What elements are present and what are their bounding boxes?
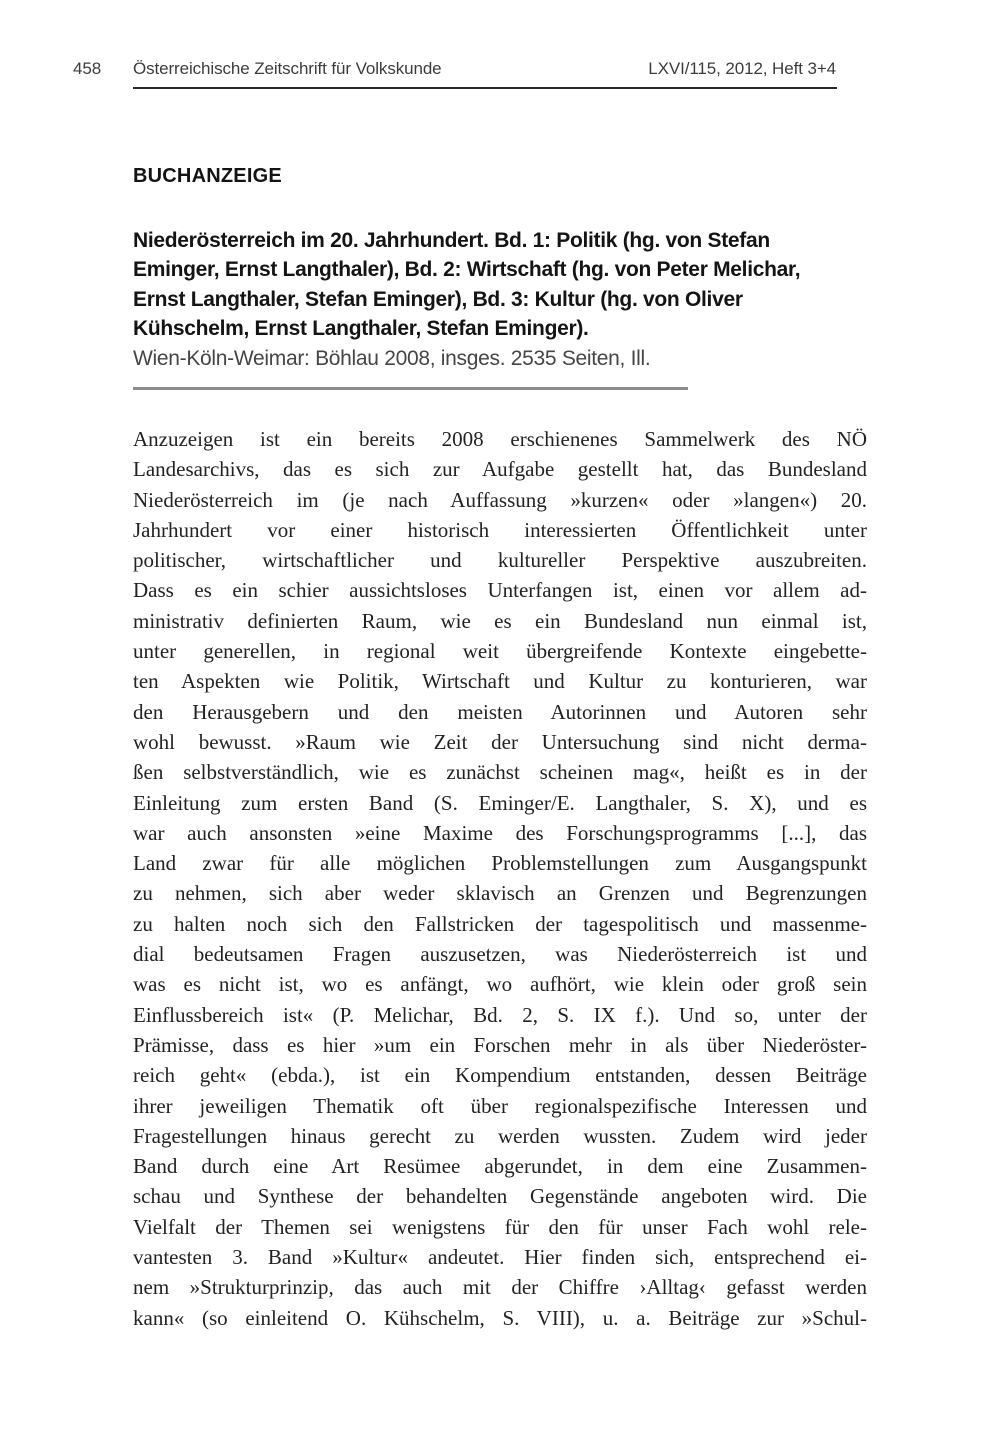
body-text-line: unter generellen, in regional weit übergreifende Kontexte eingebette-	[133, 639, 867, 664]
book-reference-line: Ernst Langthaler, Stefan Eminger), Bd. 3: Kultur (hg. von Oliver	[133, 287, 743, 311]
issue-info: LXVI/115, 2012, Heft 3+4	[648, 59, 836, 78]
header-rule	[133, 87, 837, 89]
book-reference-line: Eminger, Ernst Langthaler), Bd. 2: Wirtschaft (hg. von Peter Melichar,	[133, 258, 801, 282]
body-text-line: Landesarchivs, das es sich zur Aufgabe gestellt hat, das Bundesland	[133, 457, 867, 482]
body-text-line: vantesten 3. Band »Kultur« andeutet. Hier finden sich, entsprechend ei-	[133, 1245, 867, 1270]
body-text-line: zu halten noch sich den Fallstricken der tagespolitisch und massenme-	[133, 911, 867, 936]
body-text-line: ten Aspekten wie Politik, Wirtschaft und Kultur zu konturieren, war	[133, 669, 867, 694]
body-text-line: reich geht« (ebda.), ist ein Kompendium entstanden, dessen Beiträge	[133, 1063, 867, 1088]
body-text-line: Land zwar für alle möglichen Problemstellungen zum Ausgangspunkt	[133, 851, 867, 876]
page-number: 458	[73, 59, 102, 78]
body-text-line: wohl bewusst. »Raum wie Zeit der Untersuchung sind nicht derma-	[133, 729, 867, 754]
body-text-line: Dass es ein schier aussichtsloses Unterfangen ist, einen vor allem ad-	[133, 578, 867, 603]
body-text-line: Vielfalt der Themen sei wenigstens für den für unser Fach wohl rele-	[133, 1214, 867, 1239]
book-reference	[133, 226, 923, 344]
body-text-line: zu nehmen, sich aber weder sklavisch an Grenzen und Begrenzungen	[133, 881, 867, 906]
divider-rule	[133, 387, 688, 390]
body-text-line: Einleitung zum ersten Band (S. Eminger/E. Langthaler, S. X), und es	[133, 790, 867, 815]
body-text-line: Band durch eine Art Resümee abgerundet, in dem eine Zusammen-	[133, 1154, 867, 1179]
book-reference-line: Niederösterreich im 20. Jahrhundert. Bd. 1: Politik (hg. von Stefan	[133, 229, 770, 252]
body-text-line: ihrer jeweiligen Thematik oft über regionalspezifische Interessen und	[133, 1093, 867, 1118]
body-text-line: Einflussbereich ist« (P. Melichar, Bd. 2, S. IX f.). Und so, unter der	[133, 1002, 867, 1027]
body-text-line: den Herausgebern und den meisten Autorinnen und Autoren sehr	[133, 699, 867, 724]
body-text-line: Fragestellungen hinaus gerecht zu werden wussten. Zudem wird jeder	[133, 1123, 867, 1148]
journal-title: Österreichische Zeitschrift für Volkskunde	[133, 59, 442, 78]
body-text-line: Anzuzeigen ist ein bereits 2008 erschienenes Sammelwerk des NÖ	[133, 427, 867, 451]
body-text-line: Niederösterreich im (je nach Auffassung »kurzen« oder »langen«) 20.	[133, 487, 867, 512]
review-body	[133, 424, 867, 1333]
body-text-line: kann« (so einleitend O. Kühschelm, S. VIII), u. a. Beiträge zur »Schul-	[133, 1305, 867, 1330]
body-text-line: war auch ansonsten »eine Maxime des Forschungsprogramms [...], das	[133, 820, 867, 845]
body-text-line: dial bedeutsamen Fragen auszusetzen, was Niederösterreich ist und	[133, 942, 867, 967]
body-text-line: Jahrhundert vor einer historisch interessierten Öffentlichkeit unter	[133, 517, 867, 542]
book-imprint: Wien-Köln-Weimar: Böhlau 2008, insges. 2535 Seiten, Ill.	[133, 347, 651, 370]
body-text-line: schau und Synthese der behandelten Gegenstände angeboten wird. Die	[133, 1184, 867, 1209]
body-text-line: politischer, wirtschaftlicher und kultureller Perspektive auszubreiten.	[133, 548, 867, 573]
body-text-line: Prämisse, dass es hier »um ein Forschen mehr in als über Niederöster-	[133, 1032, 867, 1057]
running-head	[0, 59, 1000, 81]
body-text-line: ministrativ definierten Raum, wie es ein Bundesland nun einmal ist,	[133, 608, 867, 633]
body-text-line: nem »Strukturprinzip, das auch mit der Chiffre ›Alltag‹ gefasst werden	[133, 1275, 867, 1300]
section-label: BUCHANZEIGE	[133, 165, 282, 187]
body-text-line: was es nicht ist, wo es anfängt, wo aufhört, wie klein oder groß sein	[133, 972, 867, 997]
body-text-line: ßen selbstverständlich, wie es zunächst scheinen mag«, heißt es in der	[133, 760, 867, 785]
book-reference-line: Kühschelm, Ernst Langthaler, Stefan Eminger).	[133, 317, 589, 341]
